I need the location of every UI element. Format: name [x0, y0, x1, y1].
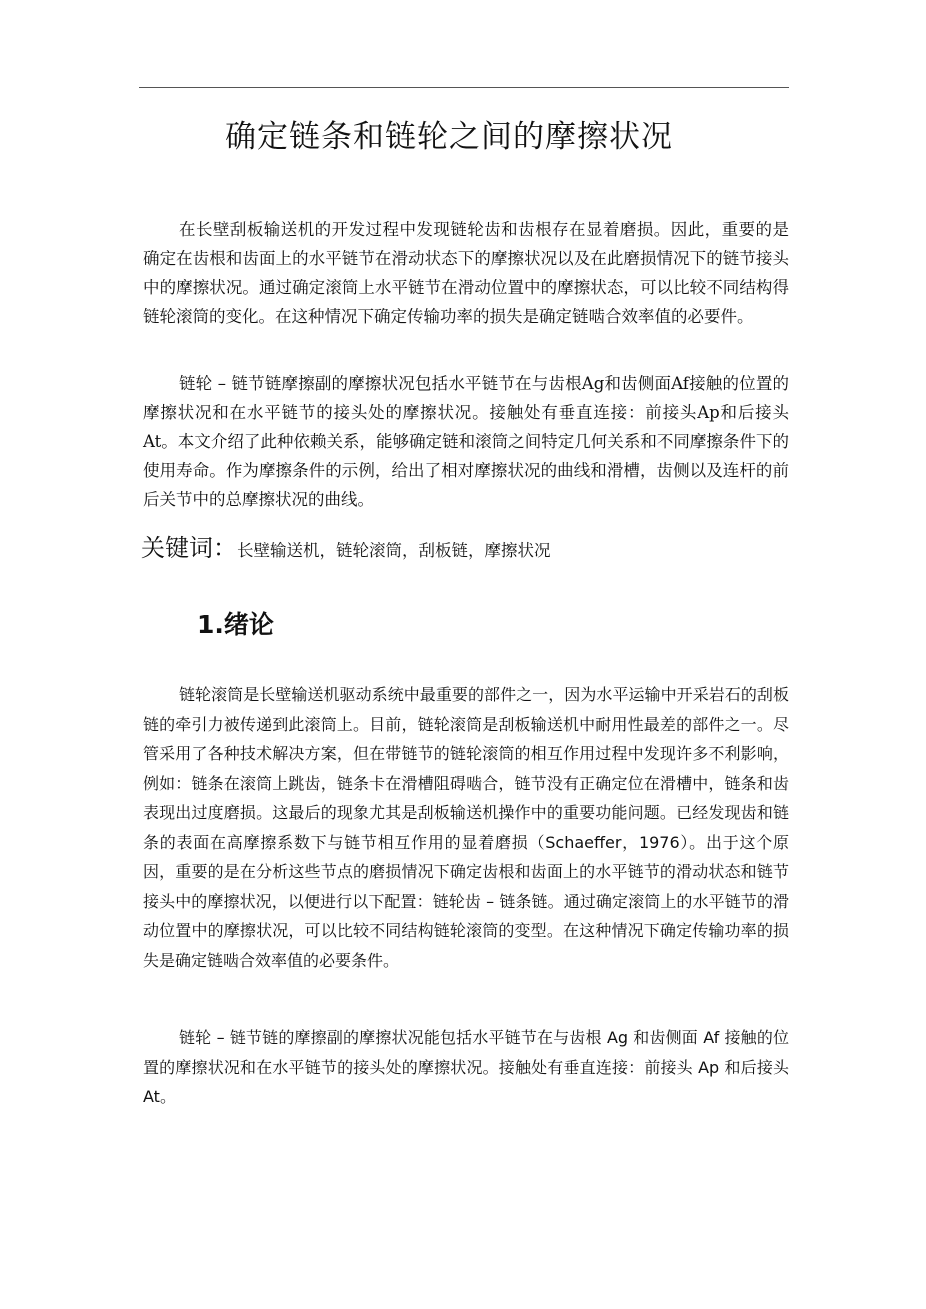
header-rule	[139, 87, 789, 88]
keywords-text: 长壁输送机，链轮滚筒，刮板链，摩擦状况	[237, 541, 551, 560]
abstract-paragraph-2: 链轮 – 链节链摩擦副的摩擦状况包括水平链节在与齿根Ag和齿侧面Af接触的位置的摩擦状况和在水平链节的接头处的摩擦状况。接触处有垂直连接：前接头Ap和后接头At。本文介绍了此种依赖关系，能够确定链和滚筒之间特定几何关系和不同摩擦条件下的使用寿命。作为摩擦条件的示例，给出了相对摩擦状况的曲线和滑槽，齿侧以及连杆的前后关节中的总摩擦状况的曲线。	[143, 374, 789, 509]
keywords-line	[141, 530, 551, 570]
abstract-paragraph-1: 在长壁刮板输送机的开发过程中发现链轮齿和齿根存在显着磨损。因此，重要的是确定在齿根和齿面上的水平链节在滑动状态下的摩擦状况以及在此磨损情况下的链节接头中的摩擦状况。通过确定滚筒上水平链节在滑动位置中的摩擦状态，可以比较不同结构得链轮滚筒的变化。在这种情况下确定传输功率的损失是确定链啮合效率值的必要件。	[143, 220, 789, 326]
section-heading: 1.绪论	[197, 610, 274, 639]
body-paragraph-1: 链轮滚筒是长壁输送机驱动系统中最重要的部件之一，因为水平运输中开采岩石的刮板链的牵引力被传递到此滚筒上。目前，链轮滚筒是刮板输送机中耐用性最差的部件之一。尽管采用了各种技术解决方案，但在带链节的链轮滚筒的相互作用过程中发现许多不利影响，例如：链条在滚筒上跳齿，链条卡在滑槽阻碍啮合，链节没有正确定位在滑槽中，链条和齿表现出过度磨损。这最后的现象尤其是刮板输送机操作中的重要功能问题。已经发现齿和链条的表面在高摩擦系数下与链节相互作用的显着磨损（Schaeffer，1976）。出于这个原因，重要的是在分析这些节点的磨损情况下确定齿根和齿面上的水平链节的滑动状态和链节接头中的摩擦状况，以便进行以下配置：链轮齿 – 链条链。通过确定滚筒上的水平链节的滑动位置中的摩擦状况，可以比较不同结构链轮滚筒的变型。在这种情况下确定传输功率的损失是确定链啮合效率值的必要条件。	[143, 685, 789, 970]
body-paragraph-2: 链轮 – 链节链的摩擦副的摩擦状况能包括水平链节在与齿根 Ag 和齿侧面 Af 接触的位置的摩擦状况和在水平链节的接头处的摩擦状况。接触处有垂直连接：前接头 Ap 和后接头 At。	[143, 1028, 789, 1106]
page-title: 确定链条和链轮之间的摩擦状况	[225, 119, 673, 155]
keywords-label: 关键词：	[141, 534, 237, 562]
